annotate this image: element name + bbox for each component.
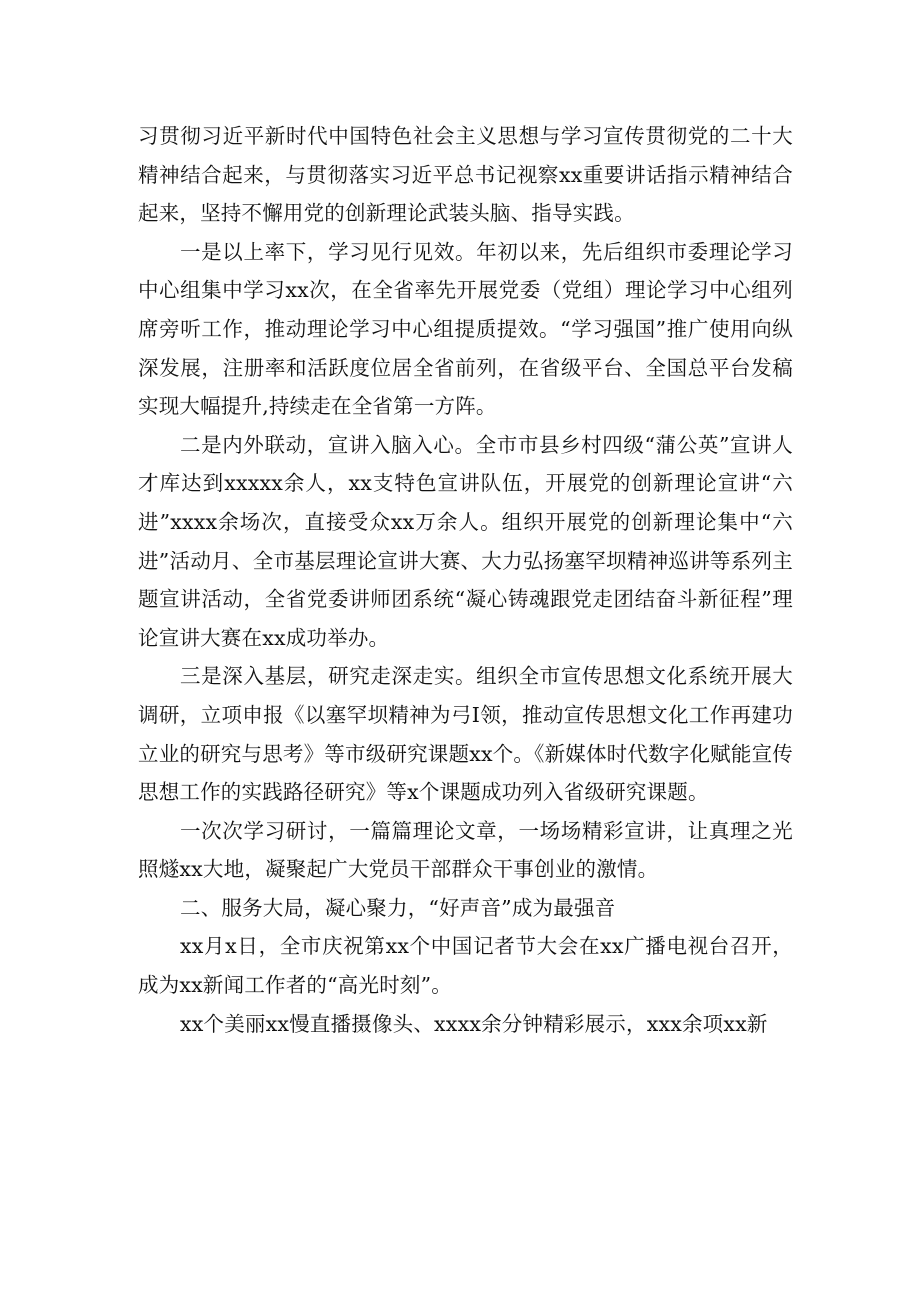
paragraph-2: 一是以上率下，学习见行见效。年初以来，先后组织市委理论学习中心组集中学习xx次，在全省率先开展党委（党组）理论学习中心组列席旁听工作，推动理论学习中心组提质提效。“学习强国”推广使用向纵深发展，注册率和活跃度位居全省前列，在省级平台、全国总平台发稿实现大幅提升,持续走在全省第一方阵。 [138,239,793,419]
paragraph-5: 一次次学习研讨，一篇篇理论文章，一场场精彩宣讲，让真理之光照燧xx大地，凝聚起广大党员干部群众干事创业的激情。 [138,818,793,882]
paragraph-3: 二是内外联动，宣讲入脑入心。全市市县乡村四级“蒲公英”宣讲人才库达到xxxxx余人，xx支特色宣讲队伍，开展党的创新理论宣讲“六进”xxxx余场次，直接受众xx万余人。组织开展党的创新理论集中“六进”活动月、全市基层理论宣讲大赛、大力弘扬塞罕坝精神巡讲等系列主题宣讲活动，全省党委讲师团系统“凝心铸魂跟党走团结奋斗新征程”理论宣讲大赛在xx成功举办。 [138,432,793,650]
section-heading: 二、服务大局，凝心聚力，“好声音”成为最强音 [180,895,616,920]
paragraph-1: 习贯彻习近平新时代中国特色社会主义思想与学习宣传贯彻党的二十大精神结合起来，与贯彻落实习近平总书记视察xx重要讲话指示精神结合起来，坚持不懈用党的创新理论武装头脑、指导实践。 [138,124,793,226]
document-body [138,117,793,1043]
paragraph-6: xx月x日，全市庆祝第xx个中国记者节大会在xx广播电视台召开，成为xx新闻工作者的“高光时刻”。 [138,934,793,998]
paragraph-7: xx个美丽xx慢直播摄像头、xxxx余分钟精彩展示，xxx余项xx新 [180,1011,768,1036]
paragraph-4: 三是深入基层，研究走深走实。组织全市宣传思想文化系统开展大调研，立项申报《以塞罕坝精神为弓I领，推动宣传思想文化工作再建功立业的研究与思考》等市级研究课题xx个。《新媒体时代数字化赋能宣传思想工作的实践路径研究》等x个课题成功列入省级研究课题。 [138,664,793,805]
